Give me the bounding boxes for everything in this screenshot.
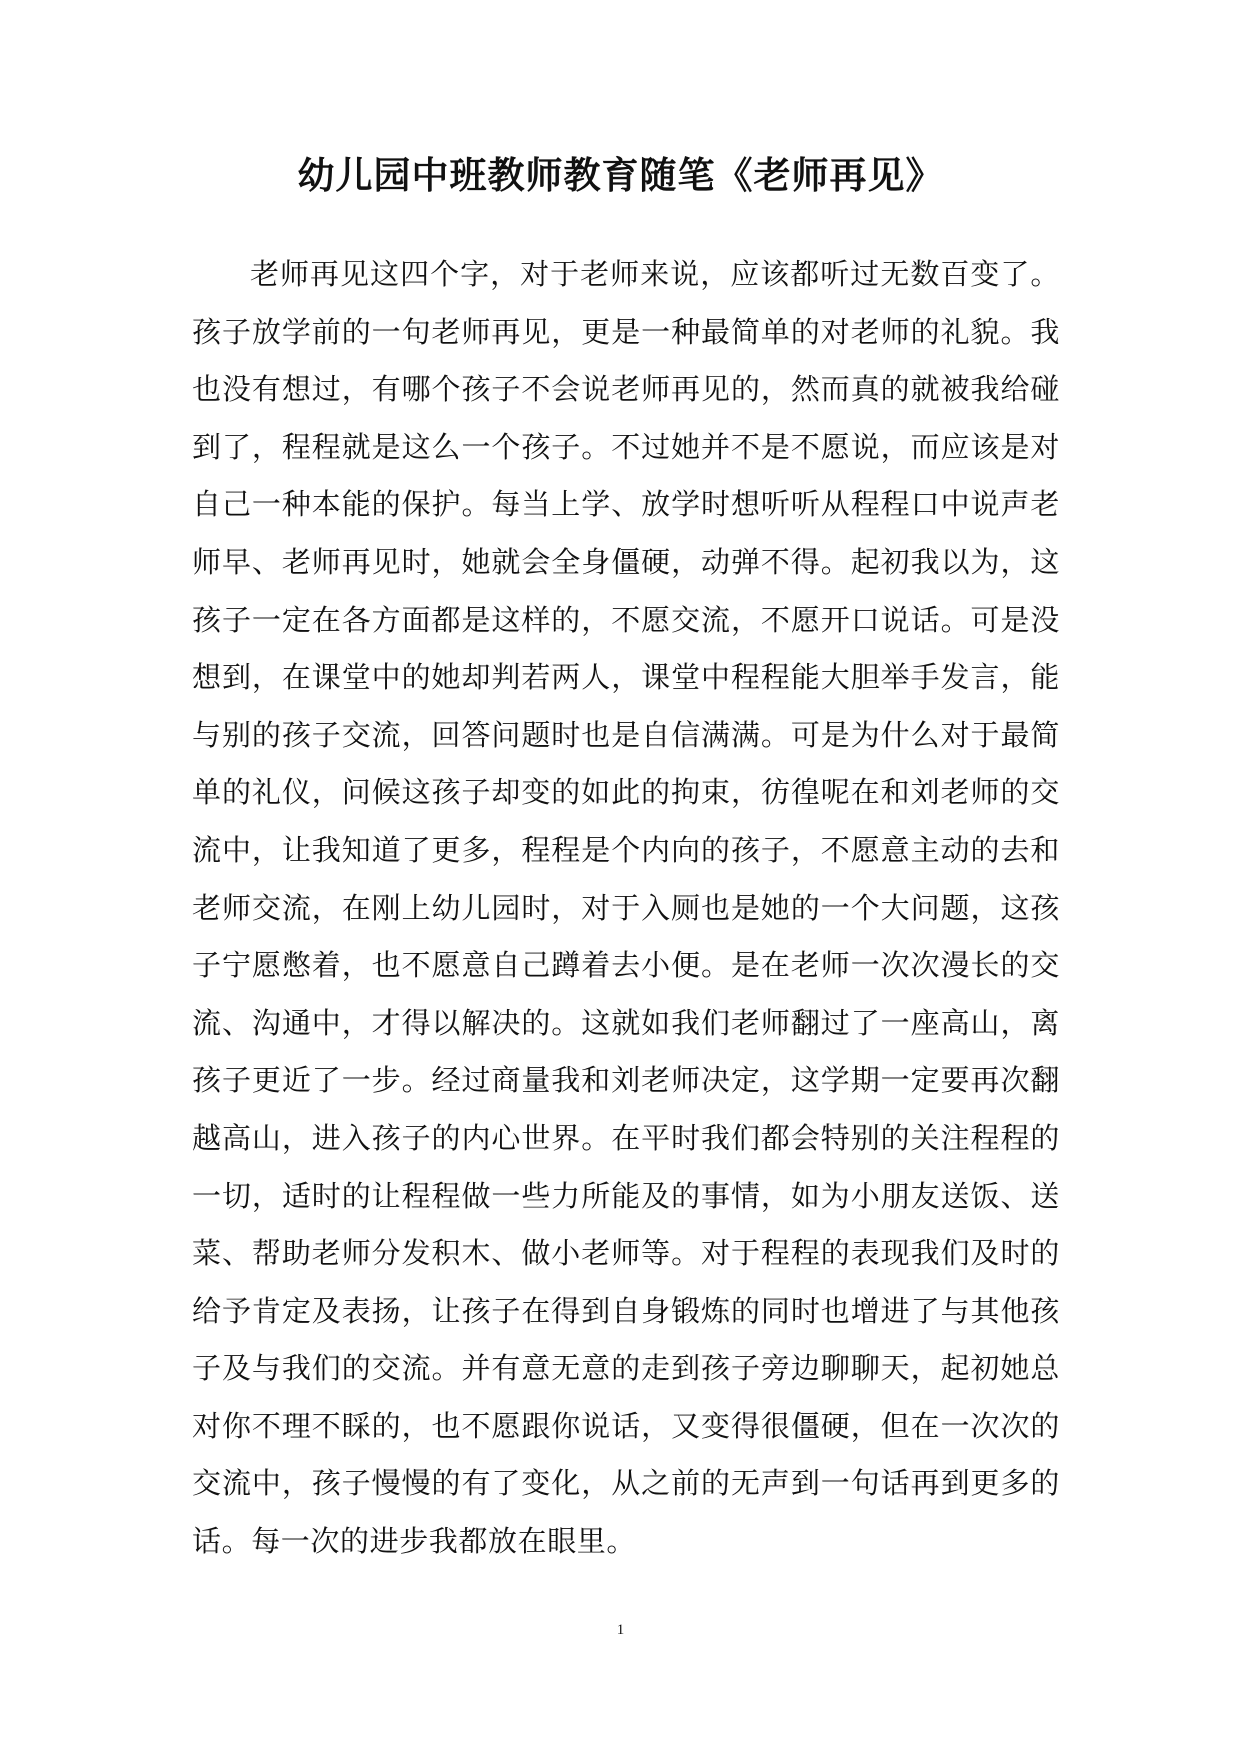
document-title: 幼儿园中班教师教育随笔《老师再见》 (297, 153, 944, 197)
body-paragraph: 老师再见这四个字，对于老师来说，应该都听过无数百变了。孩子放学前的一句老师再见，更是一种最简单的对老师的礼貌。我也没有想过，有哪个孩子不会说老师再见的，然而真的就被我给碰到了，程程就是这么一个孩子。不过她并不是不愿说，而应该是对自己一种本能的保护。每当上学、放学时想听听从程程口中说声老师早、老师再见时，她就会全身僵硬，动弹不得。起初我以为，这孩子一定在各方面都是这样的，不愿交流，不愿开口说话。可是没想到，在课堂中的她却判若两人，课堂中程程能大胆举手发言，能与别的孩子交流，回答问题时也是自信满满。可是为什么对于最简单的礼仪，问候这孩子却变的如此的拘束，彷徨呢在和刘老师的交流中，让我知道了更多，程程是个内向的孩子，不愿意主动的去和老师交流，在刚上幼儿园时，对于入厕也是她的一个大问题，这孩子宁愿憋着，也不愿意自己蹲着去小便。是在老师一次次漫长的交流、沟通中，才得以解决的。这就如我们老师翻过了一座高山，离孩子更近了一步。经过商量我和刘老师决定，这学期一定要再次翻越高山，进入孩子的内心世界。在平时我们都会特别的关注程程的一切，适时的让程程做一些力所能及的事情，如为小朋友送饭、送菜、帮助老师分发积木、做小老师等。对于程程的表现我们及时的给予肯定及表扬，让孩子在得到自身锻炼的同时也增进了与其他孩子及与我们的交流。并有意无意的走到孩子旁边聊聊天，起初她总对你不理不睬的，也不愿跟你说话，又变得很僵硬，但在一次次的交流中，孩子慢慢的有了变化，从之前的无声到一句话再到更多的话。每一次的进步我都放在眼里。 (192, 257, 1060, 1559)
page-number: 1 (616, 1622, 625, 1638)
